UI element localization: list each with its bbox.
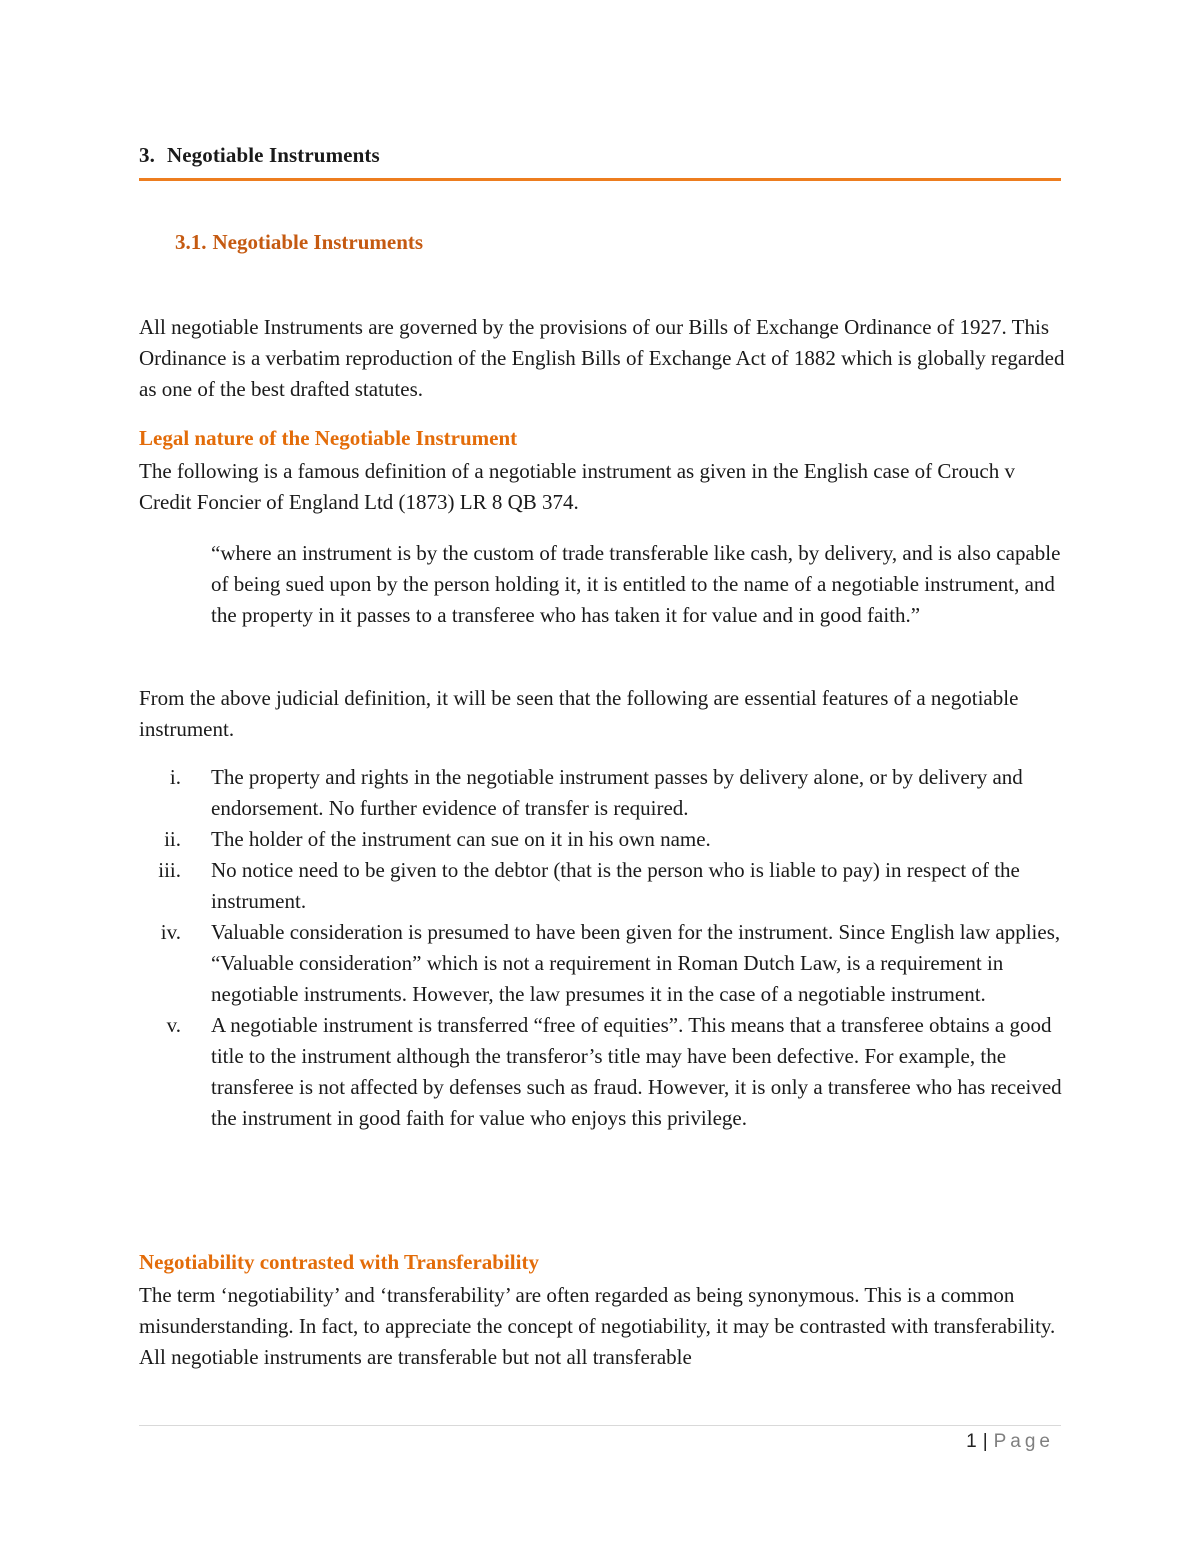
after-quote-paragraph: From the above judicial definition, it will be seen that the following are essential features of a negotiable instrument. [139,686,1019,741]
legal-nature-paragraph: The following is a famous definition of a negotiable instrument as given in the English case of Crouch v Credit Foncier of England Ltd (1873) LR 8 QB 374. [139,459,1015,514]
definition-quote: “where an instrument is by the custom of trade transferable like cash, by delivery, and is also capable of being sued upon by the person holding it, it is entitled to the name of a negotiable instrument, and the property in it passes to a transferee who has taken it for value and in good faith.” [211,541,1061,627]
list-item-text: Valuable consideration is presumed to have been given for the instrument. Since English law applies, “Valuable consideration” which is not a requirement in Roman Dutch Law, is a requirement in negotiable instruments. However, the law presumes it in the case of a negotiable instrument. [211,920,1061,1006]
page-label: Page [993,1431,1054,1452]
list-item [139,824,1064,855]
list-marker: iv. [160,920,181,944]
list-item [139,917,1064,1010]
section-number: 3.1. [175,230,207,254]
legal-nature-heading: Legal nature of the Negotiable Instrument [139,426,518,450]
negotiability-paragraph: The term ‘negotiability’ and ‘transferability’ are often regarded as being synonymous. This is a common misunderstanding. In fact, to appreciate the concept of negotiability, it may be contrasted with transferability. All negotiable instruments are transferable but not all transferable [139,1283,1056,1369]
list-marker: v. [166,1013,181,1037]
list-marker: iii. [158,858,181,882]
page-number: 1 [966,1431,977,1452]
page-footer [966,1431,1054,1453]
intro-paragraph: All negotiable Instruments are governed by the provisions of our Bills of Exchange Ordinance of 1927. This Ordinance is a verbatim reproduction of the English Bills of Exchange Act of 1882 which is globally regarded as one of the best drafted statutes. [139,315,1065,401]
list-marker: ii. [164,827,181,851]
list-marker: i. [169,765,181,789]
essential-features-list [139,762,1064,1134]
chapter-title [139,143,380,168]
footer-separator: | [982,1431,988,1452]
list-item-text: A negotiable instrument is transferred “free of equities”. This means that a transferee obtains a good title to the instrument although the transferor’s title may have been defective. For example, the transferee is not affected by defenses such as fraud. However, it is only a transferee who has received the instrument in good faith for value who enjoys this privilege. [211,1013,1062,1130]
list-item-text: No notice need to be given to the debtor (that is the person who is liable to pay) in respect of the instrument. [211,858,1020,913]
section-title-text: Negotiable Instruments [212,230,424,254]
footer-divider [139,1425,1061,1426]
chapter-title-text: Negotiable Instruments [166,143,380,167]
list-item [139,855,1064,917]
chapter-divider [139,178,1061,181]
list-item [139,1010,1064,1134]
list-item-text: The holder of the instrument can sue on it in his own name. [211,827,711,851]
chapter-number: 3. [139,143,155,167]
list-item [139,762,1064,824]
section-title [175,230,423,255]
negotiability-heading: Negotiability contrasted with Transferability [139,1250,539,1274]
list-item-text: The property and rights in the negotiable instrument passes by delivery alone, or by delivery and endorsement. No further evidence of transfer is required. [211,765,1023,820]
